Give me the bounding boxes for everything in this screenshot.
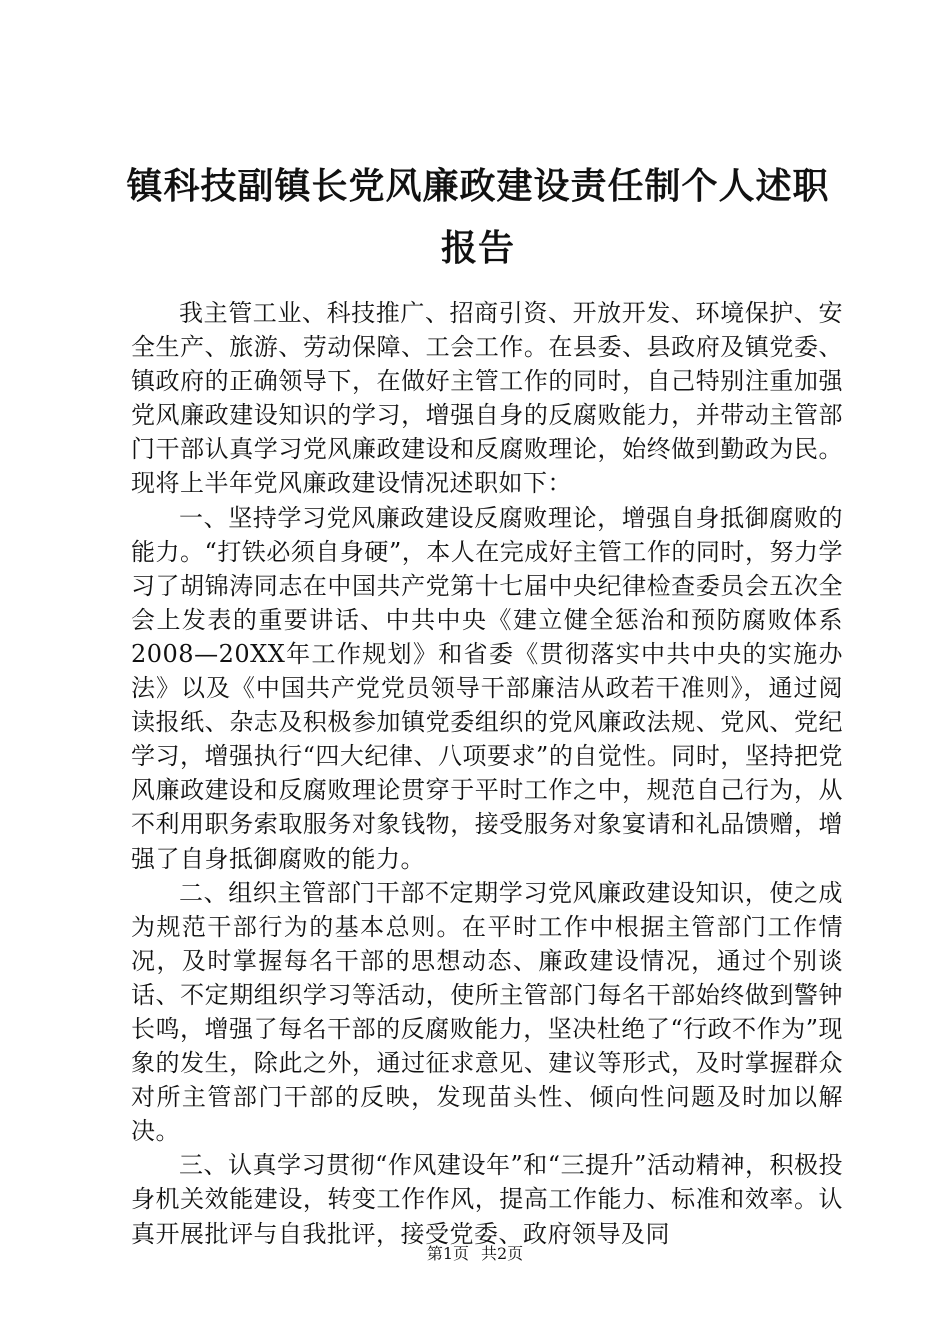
page-number: 第1页: [426, 1244, 469, 1263]
paragraph-intro: 我主管工业、科技推广、招商引资、开放开发、环境保护、安全生产、旅游、劳动保障、工会工作。在县委、县政府及镇党委、镇政府的正确领导下，在做好主管工作的同时，自己特别注重加强党风廉政建设知识的学习，增强自身的反腐败能力，并带动主管部门干部认真学习党风廉政建设和反腐败理论，始终做到勤政为民。现将上半年党风廉政建设情况述职如下：: [131, 299, 843, 498]
page-total: 共2页: [481, 1244, 524, 1263]
document-body: [131, 296, 843, 1251]
paragraph-section-2: 二、组织主管部门干部不定期学习党风廉政建设知识，使之成为规范干部行为的基本总则。在平时工作中根据主管部门工作情况，及时掌握每名干部的思想动态、廉政建设情况，通过个别谈话、不定期组织学习等活动，使所主管部门每名干部始终做到警钟长鸣，增强了每名干部的反腐败能力，坚决杜绝了“行政不作为”现象的发生，除此之外，通过征求意见、建议等形式，及时掌握群众对所主管部门干部的反映，发现苗头性、倾向性问题及时加以解决。: [131, 878, 843, 1146]
paragraph-section-3: 三、认真学习贯彻“作风建设年”和“三提升”活动精神，积极投身机关效能建设，转变工作作风，提高工作能力、标准和效率。认真开展批评与自我批评，接受党委、政府领导及同: [131, 1151, 843, 1248]
paragraph-section-1: 一、坚持学习党风廉政建设反腐败理论，增强自身抵御腐败的能力。“打铁必须自身硬”，本人在完成好主管工作的同时，努力学习了胡锦涛同志在中国共产党第十七届中央纪律检查委员会五次全会上发表的重要讲话、中共中央《建立健全惩治和预防腐败体系2008—20XX年工作规划》和省委《贯彻落实中共中央的实施办法》以及《中国共产党党员领导干部廉洁从政若干准则》，通过阅读报纸、杂志及积极参加镇党委组织的党风廉政法规、党风、党纪学习，增强执行“四大纪律、八项要求”的自觉性。同时，坚持把党风廉政建设和反腐败理论贯穿于平时工作之中，规范自己行为，从不利用职务索取服务对象钱物，接受服务对象宴请和礼品馈赠，增强了自身抵御腐败的能力。: [131, 503, 843, 873]
page-footer: [0, 1244, 950, 1264]
document-title: 镇科技副镇长党风廉政建设责任制个人述职报告: [126, 166, 830, 269]
